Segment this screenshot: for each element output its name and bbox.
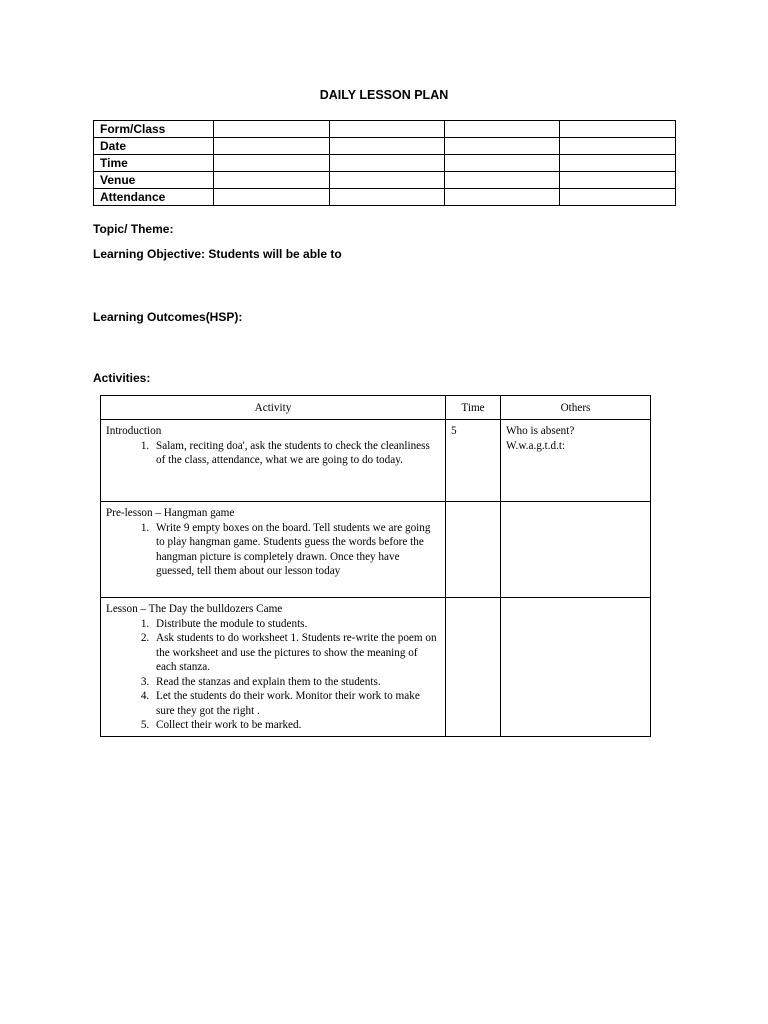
list-item: 1. Write 9 empty boxes on the board. Tell students we are going to play hangman game. Students guess the words before the hangman picture is completely drawn. Once they have guessed, tell them about our lesson today xyxy=(152,521,440,579)
others-header: Others xyxy=(501,396,651,420)
activity-heading: Pre-lesson – Hangman game xyxy=(106,507,235,519)
topic-theme-label: Topic/ Theme: xyxy=(93,222,174,236)
table-cell xyxy=(560,172,676,189)
table-row xyxy=(94,155,676,172)
table-row xyxy=(101,420,651,502)
table-cell xyxy=(445,121,560,138)
table-cell xyxy=(560,189,676,206)
table-cell xyxy=(214,155,330,172)
activity-steps xyxy=(106,439,440,468)
activities-table xyxy=(100,395,651,737)
list-item: 5. Collect their work to be marked. xyxy=(152,718,440,733)
attendance-label: Attendance xyxy=(94,189,214,206)
table-row xyxy=(94,189,676,206)
table-row xyxy=(94,138,676,155)
table-row xyxy=(101,598,651,737)
time-cell xyxy=(446,502,501,598)
table-cell xyxy=(330,155,445,172)
time-cell xyxy=(446,598,501,737)
time-header: Time xyxy=(446,396,501,420)
activity-header: Activity xyxy=(101,396,446,420)
activity-heading: Lesson – The Day the bulldozers Came xyxy=(106,603,283,615)
activity-heading: Introduction xyxy=(106,425,162,437)
table-cell xyxy=(560,155,676,172)
learning-objective-label: Learning Objective: Students will be able to xyxy=(93,247,342,261)
table-cell xyxy=(214,121,330,138)
date-label: Date xyxy=(94,138,214,155)
activity-cell xyxy=(101,598,446,737)
table-cell xyxy=(214,138,330,155)
table-cell xyxy=(445,138,560,155)
time-cell: 5 xyxy=(446,420,501,502)
table-cell xyxy=(445,155,560,172)
table-row xyxy=(94,172,676,189)
others-note: W.w.a.g.t.d.t: xyxy=(506,439,566,452)
list-item: 2. Ask students to do worksheet 1. Students re-write the poem on the worksheet and use the pictures to show the meaning of each stanza. xyxy=(152,631,440,675)
others-note: Who is absent? xyxy=(506,425,575,437)
learning-outcomes-label: Learning Outcomes(HSP): xyxy=(93,310,243,324)
form-class-label: Form/Class xyxy=(94,121,214,138)
table-row xyxy=(101,502,651,598)
others-cell xyxy=(501,420,651,502)
activity-steps xyxy=(106,521,440,579)
table-cell xyxy=(445,172,560,189)
table-cell xyxy=(560,138,676,155)
activities-label: Activities: xyxy=(93,371,151,385)
table-header-row xyxy=(101,396,651,420)
table-cell xyxy=(330,138,445,155)
table-cell xyxy=(214,172,330,189)
table-row xyxy=(94,121,676,138)
page-title: DAILY LESSON PLAN xyxy=(319,88,449,102)
time-label: Time xyxy=(94,155,214,172)
table-cell xyxy=(330,172,445,189)
venue-label: Venue xyxy=(94,172,214,189)
list-item: 1. Distribute the module to students. xyxy=(152,617,440,632)
others-cell xyxy=(501,502,651,598)
table-cell xyxy=(330,121,445,138)
activity-cell xyxy=(101,502,446,598)
table-cell xyxy=(445,189,560,206)
table-cell xyxy=(214,189,330,206)
table-cell xyxy=(560,121,676,138)
table-cell xyxy=(330,189,445,206)
list-item: 1. Salam, reciting doa', ask the students to check the cleanliness of the class, attendance, what we are going to do today. xyxy=(152,439,440,468)
activity-steps xyxy=(106,617,440,733)
list-item: 3. Read the stanzas and explain them to the students. xyxy=(152,675,440,690)
list-item: 4. Let the students do their work. Monitor their work to make sure they got the right . xyxy=(152,689,440,718)
class-info-table xyxy=(93,120,676,206)
others-cell xyxy=(501,598,651,737)
activity-cell xyxy=(101,420,446,502)
